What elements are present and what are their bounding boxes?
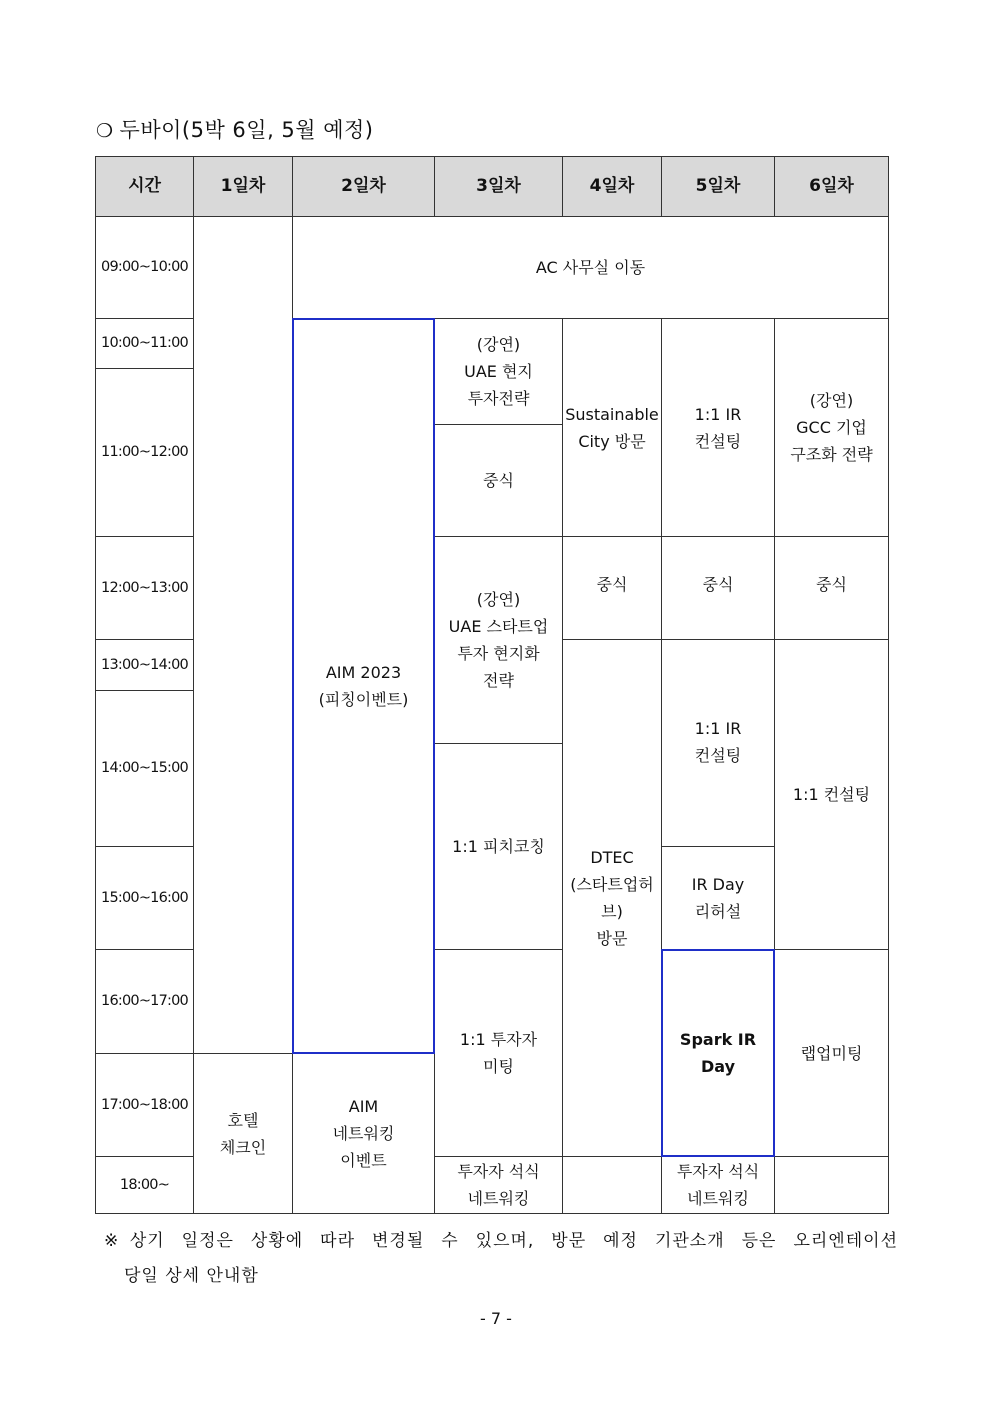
day3-lunch: 중식 — [434, 424, 563, 537]
day3-investor-meeting: 1:1 투자자 미팅 — [434, 949, 563, 1157]
day3-dinner-networking: 투자자 석식 네트워킹 — [434, 1156, 563, 1214]
day5-lunch: 중식 — [661, 536, 775, 640]
day2-aim-pitching: AIM 2023 (피칭이벤트) — [292, 318, 435, 1054]
time-slot: 18:00~ — [95, 1156, 194, 1214]
day6-lecture-gcc: (강연) GCC 기업 구조화 전략 — [774, 318, 889, 537]
day6-lunch: 중식 — [774, 536, 889, 640]
section-title: 두바이(5박 6일, 5월 예정) — [119, 118, 374, 142]
time-slot: 17:00~18:00 — [95, 1053, 194, 1157]
time-slot: 13:00~14:00 — [95, 639, 194, 691]
day5-ir-day-rehearsal: IR Day 리허설 — [661, 846, 775, 950]
footnote-line1: ※상기 일정은 상황에 따라 변경될 수 있으며, 방문 예정 기관소개 등은 오리엔테이션 — [104, 1231, 898, 1251]
time-slot: 16:00~17:00 — [95, 949, 194, 1054]
page-number: - 7 - — [480, 1309, 512, 1328]
time-slot: 11:00~12:00 — [95, 368, 194, 537]
time-slot: 09:00~10:00 — [95, 216, 194, 319]
time-slot: 10:00~11:00 — [95, 318, 194, 369]
day5-dinner-networking: 투자자 석식 네트워킹 — [661, 1156, 775, 1214]
day6-wrapup-meeting: 랩업미팅 — [774, 949, 889, 1157]
header-day5: 5일차 — [661, 156, 775, 217]
time-slot: 14:00~15:00 — [95, 690, 194, 847]
day5-ir-consulting-2: 1:1 IR 컨설팅 — [661, 639, 775, 847]
header-day6: 6일차 — [774, 156, 889, 217]
header-day4: 4일차 — [562, 156, 662, 217]
header-day1: 1일차 — [193, 156, 293, 217]
header-time: 시간 — [95, 156, 194, 217]
day1-empty — [193, 216, 293, 1054]
day6-consulting: 1:1 컨설팅 — [774, 639, 889, 950]
day4-dtec-visit: DTEC (스타트업허브) 방문 — [562, 639, 662, 1157]
day3-lecture-uae-strategy: (강연) UAE 현지 투자전략 — [434, 318, 563, 425]
day3-pitch-coaching: 1:1 피치코칭 — [434, 743, 563, 950]
footnote-line2: 당일 상세 안내함 — [124, 1266, 259, 1286]
header-day3: 3일차 — [434, 156, 563, 217]
time-slot: 12:00~13:00 — [95, 536, 194, 640]
day5-ir-consulting: 1:1 IR 컨설팅 — [661, 318, 775, 537]
header-day2: 2일차 — [292, 156, 435, 217]
ac-office-move: AC 사무실 이동 — [292, 216, 889, 319]
day1-hotel-checkin: 호텔 체크인 — [193, 1053, 293, 1214]
day6-empty — [774, 1156, 889, 1214]
day5-spark-ir-day: Spark IR Day — [661, 949, 775, 1157]
time-slot: 15:00~16:00 — [95, 846, 194, 950]
day3-lecture-startup: (강연) UAE 스타트업 투자 현지화 전략 — [434, 536, 563, 744]
day4-empty — [562, 1156, 662, 1214]
day4-sustainable-city: Sustainable City 방문 — [562, 318, 662, 537]
day2-aim-networking: AIM 네트워킹 이벤트 — [292, 1053, 435, 1214]
circle-bullet-icon: ❍ — [96, 120, 114, 142]
day4-lunch: 중식 — [562, 536, 662, 640]
